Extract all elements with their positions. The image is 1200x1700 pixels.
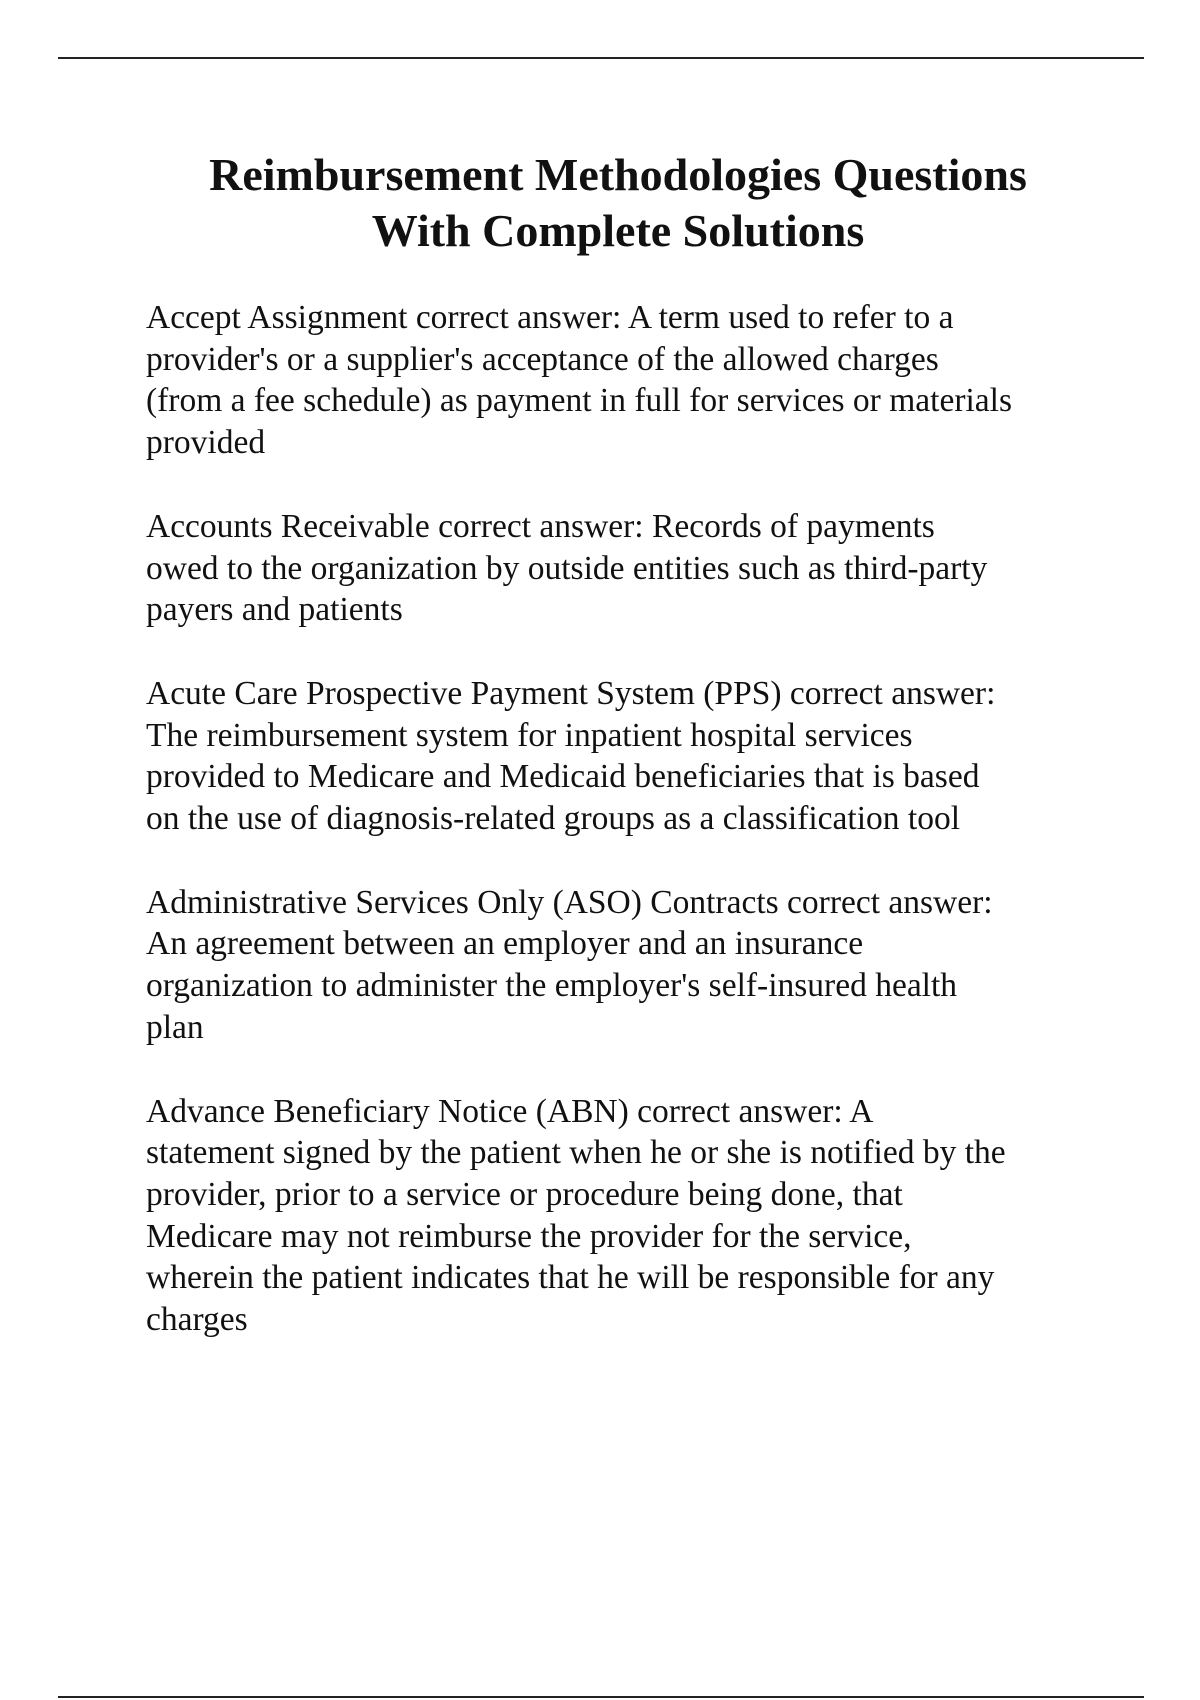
- entry-line: on the use of diagnosis-related groups as a classification tool: [146, 800, 961, 838]
- entry-line: owed to the organization by outside entities such as third-party: [146, 549, 988, 587]
- header-rule: [58, 57, 1144, 59]
- entry-line: Advance Beneficiary Notice (ABN) correct answer: A: [146, 1092, 874, 1130]
- entry-line: payers and patients: [146, 591, 403, 629]
- entry-aso-contracts: [146, 882, 1146, 1049]
- entry-list: [146, 297, 1146, 1383]
- entry-line: The reimbursement system for inpatient hospital services: [146, 716, 913, 754]
- entry-line: An agreement between an employer and an insurance: [146, 925, 864, 963]
- entry-line: Accounts Receivable correct answer: Records of payments: [146, 507, 935, 545]
- footer-rule: [58, 1696, 1144, 1698]
- entry-line: provided to Medicare and Medicaid beneficiaries that is based: [146, 758, 980, 796]
- entry-accept-assignment: [146, 297, 1146, 464]
- entry-line: provider's or a supplier's acceptance of the allowed charges: [146, 340, 939, 378]
- entry-acute-care-pps: [146, 673, 1146, 840]
- entry-line: organization to administer the employer's self-insured health: [146, 967, 958, 1005]
- entry-line: provider, prior to a service or procedure being done, that: [146, 1175, 903, 1213]
- entry-line: provided: [146, 424, 266, 462]
- entry-line: (from a fee schedule) as payment in full for services or materials: [146, 382, 1012, 420]
- entry-line: Acute Care Prospective Payment System (PPS) correct answer:: [146, 674, 996, 712]
- entry-line: Administrative Services Only (ASO) Contracts correct answer:: [146, 883, 993, 921]
- entry-advance-beneficiary-notice: [146, 1091, 1146, 1341]
- title-line-1: Reimbursement Methodologies Questions: [209, 149, 1027, 200]
- entry-accounts-receivable: [146, 506, 1146, 631]
- entry-line: plan: [146, 1008, 204, 1046]
- document-title: [100, 147, 1136, 259]
- title-line-2: With Complete Solutions: [371, 205, 865, 256]
- entry-line: Medicare may not reimburse the provider for the service,: [146, 1217, 912, 1255]
- entry-line: Accept Assignment correct answer: A term used to refer to a: [146, 299, 954, 336]
- entry-line: statement signed by the patient when he or she is notified by the: [146, 1134, 1006, 1172]
- entry-line: charges: [146, 1301, 248, 1339]
- entry-line: wherein the patient indicates that he will be responsible for any: [146, 1259, 995, 1297]
